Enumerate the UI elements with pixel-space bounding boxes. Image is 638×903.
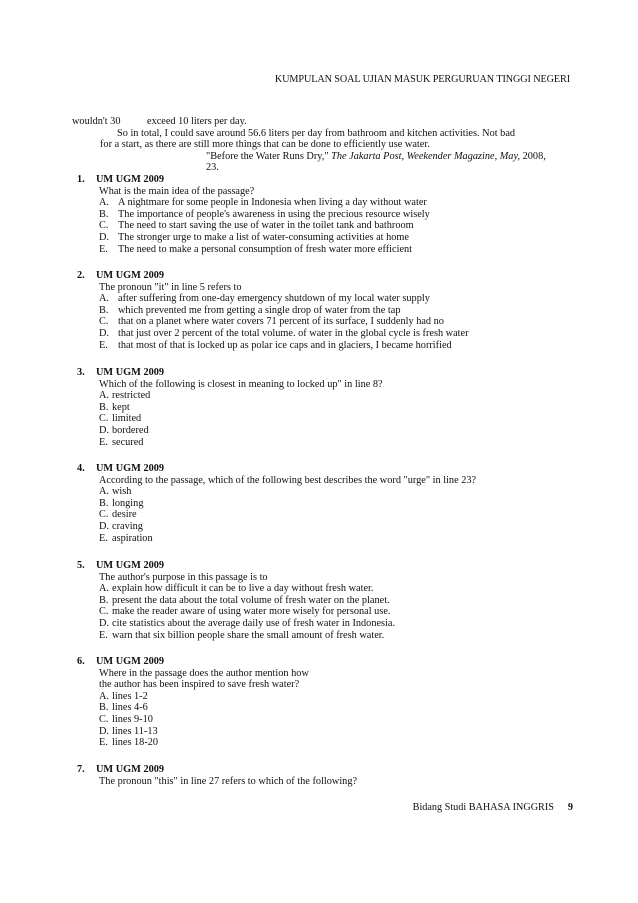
option-text: explain how difficult it can be to live a day without fresh water. [112, 583, 374, 595]
question-stem: The pronoun "it" in line 5 refers to [99, 281, 242, 293]
option-text: The need to start saving the use of water in the toilet tank and bathroom [118, 220, 414, 232]
source-year: 2008, [520, 150, 546, 162]
answer-option [72, 498, 572, 510]
passage-line [72, 116, 572, 128]
option-text: lines 4-6 [112, 702, 148, 714]
answer-option [72, 595, 572, 607]
source-publication: The Jakarta Post, Weekender Magazine, May, [331, 150, 521, 162]
answer-option [72, 220, 572, 232]
answer-option [72, 437, 572, 449]
option-text: restricted [112, 390, 151, 402]
answer-option [72, 340, 572, 352]
question-stem: What is the main idea of the passage? [99, 185, 255, 197]
option-text: bordered [112, 424, 149, 436]
passage-source [72, 151, 572, 163]
option-text: make the reader aware of using water more wisely for personal use. [112, 606, 391, 618]
question-number: 2. [77, 270, 85, 281]
option-text: aspiration [112, 532, 153, 544]
page-number: 9 [567, 802, 573, 813]
question-stem: Which of the following is closest in meaning to locked up" in line 8? [99, 378, 383, 390]
option-letter: E. [99, 737, 108, 749]
answer-option [72, 402, 572, 414]
option-text: lines 18-20 [112, 737, 159, 749]
answer-option [72, 606, 572, 618]
option-letter: C. [99, 606, 109, 618]
answer-option [72, 316, 572, 328]
passage-text: wouldn't 30 [72, 116, 121, 127]
question-stem: The pronoun "this" in line 27 refers to which of the following? [99, 775, 358, 787]
option-text: which prevented me from getting a single drop of water from the tap [118, 304, 401, 316]
question-source-tag: UM UGM 2009 [96, 367, 165, 378]
option-text: The need to make a personal consumption of fresh water more efficient [118, 243, 413, 255]
answer-option [72, 486, 572, 498]
option-text: that on a planet where water covers 71 percent of its surface, I suddenly had no [118, 316, 444, 328]
answer-option [72, 390, 572, 402]
option-letter: B. [99, 702, 109, 714]
option-letter: E. [99, 629, 108, 641]
option-text: warn that six billion people share the small amount of fresh water. [112, 629, 385, 641]
option-text: present the data about the total volume of fresh water on the planet. [112, 594, 390, 606]
question-stem: The author's purpose in this passage is to [99, 571, 268, 583]
answer-option [72, 197, 572, 209]
answer-option [72, 737, 572, 749]
question-header [72, 270, 572, 282]
option-letter: B. [99, 594, 109, 606]
option-letter: A. [99, 690, 110, 702]
question-block [72, 367, 572, 448]
answer-option [72, 630, 572, 642]
option-letter: A. [99, 390, 110, 402]
question-stem: the author has been inspired to save fresh water? [99, 679, 300, 691]
option-letter: D. [99, 424, 110, 436]
answer-option [72, 413, 572, 425]
option-text: A nightmare for some people in Indonesia when living a day without water [118, 197, 427, 209]
answer-option [72, 618, 572, 630]
question-number: 6. [77, 656, 85, 667]
question-header [72, 656, 572, 668]
option-letter: D. [99, 520, 110, 532]
question-number: 5. [77, 560, 85, 571]
option-text: The importance of people's awareness in using the precious resource wisely [118, 208, 430, 220]
option-letter: D. [99, 231, 110, 243]
question-block [72, 560, 572, 641]
answer-option [72, 509, 572, 521]
option-letter: B. [99, 208, 109, 220]
option-letter: C. [99, 713, 109, 725]
answer-option [72, 328, 572, 340]
question-header [72, 367, 572, 379]
answer-option [72, 702, 572, 714]
option-letter: E. [99, 436, 108, 448]
question-number: 1. [77, 174, 85, 185]
page-footer [330, 802, 573, 814]
answer-option [72, 521, 572, 533]
option-text: craving [112, 520, 143, 532]
option-text: lines 11-13 [112, 725, 158, 737]
option-text: secured [112, 436, 144, 448]
option-letter: C. [99, 316, 109, 328]
option-text: that most of that is locked up as polar ice caps and in glaciers, I became horrified [118, 339, 452, 351]
answer-option [72, 232, 572, 244]
passage-line: for a start, as there are still more things that can be done to efficiently use water. [100, 139, 430, 151]
option-text: longing [112, 497, 144, 509]
question-source-tag: UM UGM 2009 [96, 560, 165, 571]
question-header [72, 560, 572, 572]
option-letter: A. [99, 583, 110, 595]
answer-option [72, 533, 572, 545]
question-source-tag: UM UGM 2009 [96, 463, 165, 474]
question-block [72, 463, 572, 544]
option-letter: A. [99, 197, 110, 209]
question-block [72, 764, 572, 787]
option-text: desire [112, 509, 137, 521]
answer-option [72, 293, 572, 305]
option-letter: C. [99, 509, 109, 521]
option-letter: B. [99, 401, 109, 413]
question-source-tag: UM UGM 2009 [96, 656, 165, 667]
option-text: wish [112, 486, 132, 498]
answer-option [72, 691, 572, 703]
question-stem: According to the passage, which of the following best describes the word "urge" in line 23? [99, 474, 477, 486]
answer-option [72, 244, 572, 256]
option-letter: B. [99, 497, 109, 509]
page-header: KUMPULAN SOAL UJIAN MASUK PERGURUAN TINGGI NEGERI [274, 74, 570, 85]
option-letter: C. [99, 413, 109, 425]
answer-option [72, 583, 572, 595]
question-number: 4. [77, 463, 85, 474]
question-block [72, 270, 572, 351]
answer-option [72, 305, 572, 317]
option-letter: A. [99, 293, 110, 305]
question-source-tag: UM UGM 2009 [96, 174, 165, 185]
answer-option [72, 425, 572, 437]
option-text: after suffering from one-day emergency shutdown of my local water supply [118, 293, 430, 305]
question-block [72, 656, 572, 749]
question-source-tag: UM UGM 2009 [96, 270, 165, 281]
answer-option [72, 714, 572, 726]
question-block [72, 174, 572, 255]
question-header [72, 764, 572, 776]
option-text: lines 1-2 [112, 690, 148, 702]
footer-subject: Bidang Studi BAHASA INGGRIS [412, 802, 554, 813]
option-letter: E. [99, 339, 108, 351]
option-text: limited [112, 413, 142, 425]
question-stem: Where in the passage does the author mention how [99, 667, 309, 679]
question-header [72, 174, 572, 186]
passage-text: exceed 10 liters per day. [147, 116, 247, 127]
option-text: kept [112, 401, 130, 413]
option-letter: B. [99, 304, 109, 316]
passage-source-page: 23. [206, 162, 219, 174]
option-letter: E. [99, 532, 108, 544]
option-letter: D. [99, 327, 110, 339]
option-text: The stronger urge to make a list of water-consuming activities at home [118, 231, 409, 243]
question-number: 7. [77, 764, 85, 775]
answer-option [72, 726, 572, 738]
option-letter: D. [99, 725, 110, 737]
option-letter: D. [99, 617, 110, 629]
option-text: cite statistics about the average daily use of fresh water in Indonesia. [112, 617, 396, 629]
answer-option [72, 209, 572, 221]
question-source-tag: UM UGM 2009 [96, 764, 165, 775]
option-text: that just over 2 percent of the total volume. of water in the global cycle is fresh water [118, 327, 469, 339]
question-header [72, 463, 572, 475]
question-number: 3. [77, 367, 85, 378]
passage-line: So in total, I could save around 56.6 liters per day from bathroom and kitchen activities. Not bad [117, 127, 516, 139]
option-text: lines 9-10 [112, 713, 153, 725]
option-letter: E. [99, 243, 108, 255]
source-title: "Before the Water Runs Dry," [206, 150, 332, 162]
option-letter: C. [99, 220, 109, 232]
option-letter: A. [99, 486, 110, 498]
passage-continuation [72, 116, 572, 174]
